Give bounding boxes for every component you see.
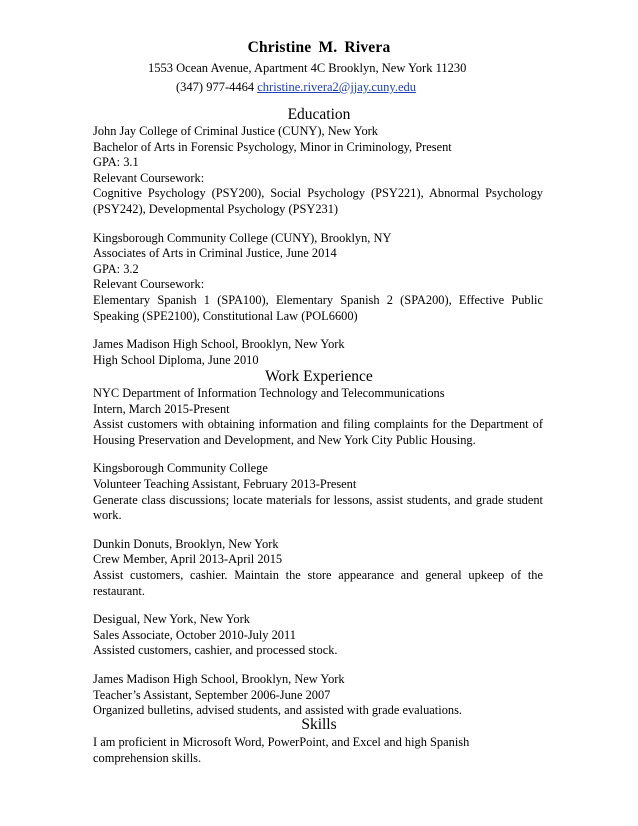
text-line: James Madison High School, Brooklyn, New York bbox=[93, 671, 345, 686]
text-line: Generate class discussions; locate materials for lessons, assist students, and grade student bbox=[93, 492, 543, 507]
text-line: John Jay College of Criminal Justice (CUNY), New York bbox=[93, 124, 378, 138]
text-line: Associates of Arts in Criminal Justice, June 2014 bbox=[93, 246, 337, 261]
text-line: restaurant. bbox=[93, 583, 145, 598]
work-section bbox=[93, 386, 543, 719]
text-line: Elementary Spanish 1 (SPA100), Elementary Spanish 2 (SPA200), Effective Public bbox=[93, 292, 543, 307]
email-link[interactable]: christine.rivera2@jjay.cuny.edu bbox=[257, 80, 417, 94]
text-line: work. bbox=[93, 508, 122, 523]
work-entry bbox=[93, 537, 543, 599]
text-line: Dunkin Donuts, Brooklyn, New York bbox=[93, 536, 279, 551]
text-line: Sales Associate, October 2010-July 2011 bbox=[93, 627, 296, 642]
address-line: 1553 Ocean Avenue, Apartment 4C Brooklyn, New York 11230 bbox=[148, 61, 467, 75]
text-line: Crew Member, April 2013-April 2015 bbox=[93, 552, 283, 567]
text-line: James Madison High School, Brooklyn, New York bbox=[93, 337, 345, 352]
text-line: Organized bulletins, advised students, and assisted with grade evaluations. bbox=[93, 703, 463, 718]
text-line: Cognitive Psychology (PSY200), Social Psychology (PSY221), Abnormal Psychology bbox=[93, 186, 543, 201]
text-line: Desigual, New York, New York bbox=[93, 612, 250, 627]
contact-line bbox=[176, 80, 416, 95]
phone-number: (347) 977-4464 bbox=[176, 80, 255, 94]
candidate-name: Christine M. Rivera bbox=[247, 39, 391, 56]
text-line: Assist customers with obtaining information and filing complaints for the Department of bbox=[93, 417, 543, 432]
education-entry bbox=[93, 337, 543, 368]
text-line: (PSY242), Developmental Psychology (PSY231) bbox=[93, 201, 339, 216]
work-entry bbox=[93, 461, 543, 523]
work-heading: Work Experience bbox=[265, 368, 373, 385]
text-line: I am proficient in Microsoft Word, PowerPoint, and Excel and high Spanish bbox=[93, 735, 470, 749]
text-line: Housing Preservation and Development, and New York City Public Housing. bbox=[93, 432, 476, 447]
text-line: Relevant Coursework: bbox=[93, 170, 205, 185]
text-line: Volunteer Teaching Assistant, February 2013-Present bbox=[93, 476, 357, 491]
work-entry bbox=[93, 672, 543, 719]
education-section bbox=[93, 124, 543, 368]
education-heading: Education bbox=[287, 106, 351, 123]
education-entry bbox=[93, 124, 543, 218]
text-line: Kingsborough Community College bbox=[93, 461, 268, 476]
text-line: GPA: 3.1 bbox=[93, 155, 139, 170]
text-line: NYC Department of Information Technology and Telecommunications bbox=[93, 386, 445, 400]
work-entry bbox=[93, 612, 543, 659]
text-line: Bachelor of Arts in Forensic Psychology, Minor in Criminology, Present bbox=[93, 139, 452, 154]
skills-section bbox=[93, 735, 543, 766]
text-line: Assist customers, cashier. Maintain the store appearance and general upkeep of the bbox=[93, 567, 543, 582]
text-line: GPA: 3.2 bbox=[93, 261, 139, 276]
text-line: Assisted customers, cashier, and processed stock. bbox=[93, 643, 338, 658]
text-line: Speaking (SPE2100), Constitutional Law (POL6600) bbox=[93, 308, 358, 323]
text-line: High School Diploma, June 2010 bbox=[93, 352, 259, 367]
work-entry bbox=[93, 386, 543, 448]
text-line: Teacher’s Assistant, September 2006-June 2007 bbox=[93, 687, 331, 702]
text-line: Intern, March 2015-Present bbox=[93, 401, 230, 416]
skills-heading: Skills bbox=[301, 716, 337, 733]
text-line: Relevant Coursework: bbox=[93, 277, 205, 292]
text-line: comprehension skills. bbox=[93, 750, 202, 765]
education-entry bbox=[93, 231, 543, 325]
text-line: Kingsborough Community College (CUNY), Brooklyn, NY bbox=[93, 230, 392, 245]
